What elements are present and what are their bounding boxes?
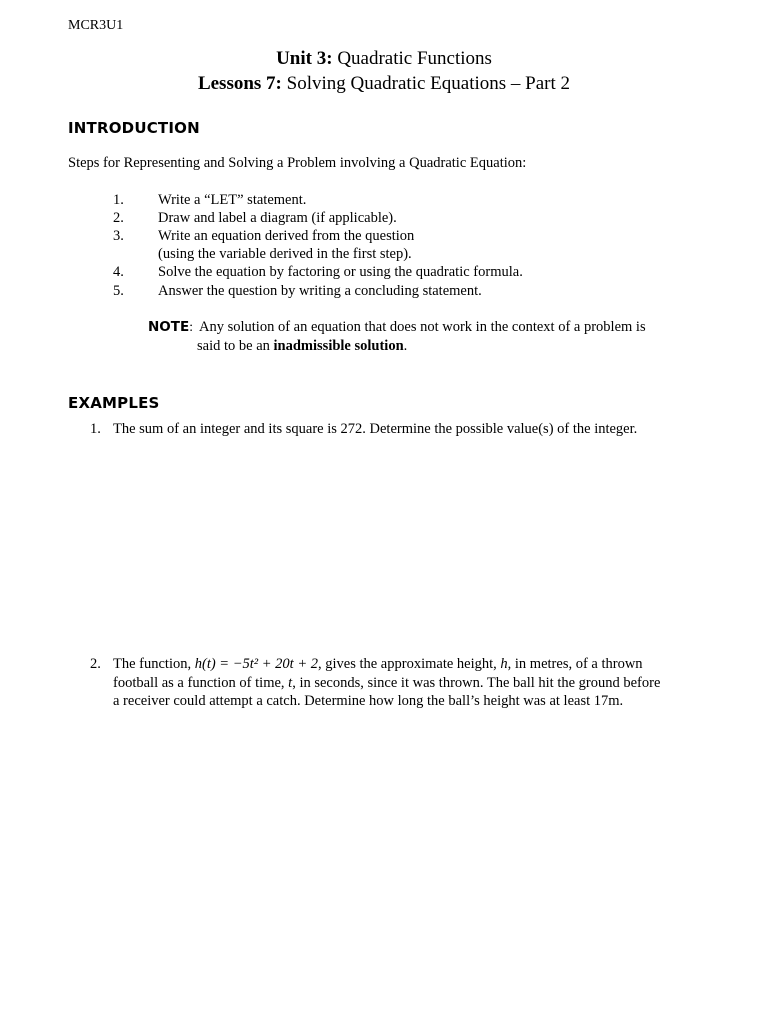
q2-pre: The function, bbox=[113, 656, 195, 672]
lesson-name: Solving Quadratic Equations – Part 2 bbox=[286, 73, 571, 94]
q2-line2-post: , in seconds, since it was thrown. The ball hit the ground before bbox=[292, 675, 661, 691]
step-text: Solve the equation by factoring or using the quadratic formula. bbox=[158, 264, 523, 280]
unit-label: Unit 3: bbox=[276, 48, 333, 69]
note-colon: : bbox=[189, 319, 193, 334]
q2-line2-pre: football as a function of time, bbox=[113, 675, 289, 691]
course-code: MCR3U1 bbox=[68, 18, 124, 33]
step-number: 4. bbox=[113, 264, 124, 280]
step-text: Draw and label a diagram (if applicable). bbox=[158, 210, 397, 226]
time-variable: t bbox=[288, 675, 293, 691]
step-number: 1. bbox=[113, 192, 124, 208]
step-number: 5. bbox=[113, 283, 124, 299]
example-question: The sum of an integer and its square is 272. Determine the possible value(s) of the integer. bbox=[113, 421, 638, 437]
note-text-pre: said to be an bbox=[197, 338, 274, 354]
note-text: Any solution of an equation that does not work in the context of a problem is bbox=[199, 319, 646, 335]
example-number: 1. bbox=[90, 421, 101, 437]
note-text-line2 bbox=[197, 338, 407, 355]
unit-name: Quadratic Functions bbox=[337, 48, 492, 69]
step-number: 3. bbox=[113, 228, 124, 244]
height-variable: h bbox=[500, 656, 508, 672]
example-question-line bbox=[113, 675, 660, 692]
step-text: Answer the question by writing a concluding statement. bbox=[158, 283, 482, 299]
lesson-label: Lessons 7: bbox=[197, 73, 282, 94]
introduction-heading: INTRODUCTION bbox=[68, 119, 200, 137]
note-label bbox=[148, 319, 193, 335]
note-text-post: . bbox=[403, 338, 408, 354]
note-label-text: NOTE bbox=[148, 319, 190, 335]
example-question-line: a receiver could attempt a catch. Determine how long the ball’s height was at least 17m. bbox=[113, 693, 624, 709]
example-question-line bbox=[113, 656, 643, 673]
step-text: Write an equation derived from the question bbox=[158, 228, 415, 244]
q2-mid: , gives the approximate height, bbox=[317, 656, 501, 672]
q2-post: , in metres, of a thrown bbox=[507, 656, 643, 672]
unit-title bbox=[0, 48, 768, 70]
examples-heading: EXAMPLES bbox=[68, 394, 160, 412]
height-function-equation: h(t) = −5t² + 20t + 2 bbox=[194, 656, 318, 672]
step-text-continued: (using the variable derived in the first step). bbox=[158, 246, 412, 262]
step-text: Write a “LET” statement. bbox=[158, 192, 307, 208]
step-number: 2. bbox=[113, 210, 124, 226]
steps-intro: Steps for Representing and Solving a Problem involving a Quadratic Equation: bbox=[68, 155, 527, 171]
inadmissible-solution-term: inadmissible solution bbox=[273, 338, 404, 354]
lesson-title bbox=[0, 73, 768, 95]
example-number: 2. bbox=[90, 656, 101, 672]
